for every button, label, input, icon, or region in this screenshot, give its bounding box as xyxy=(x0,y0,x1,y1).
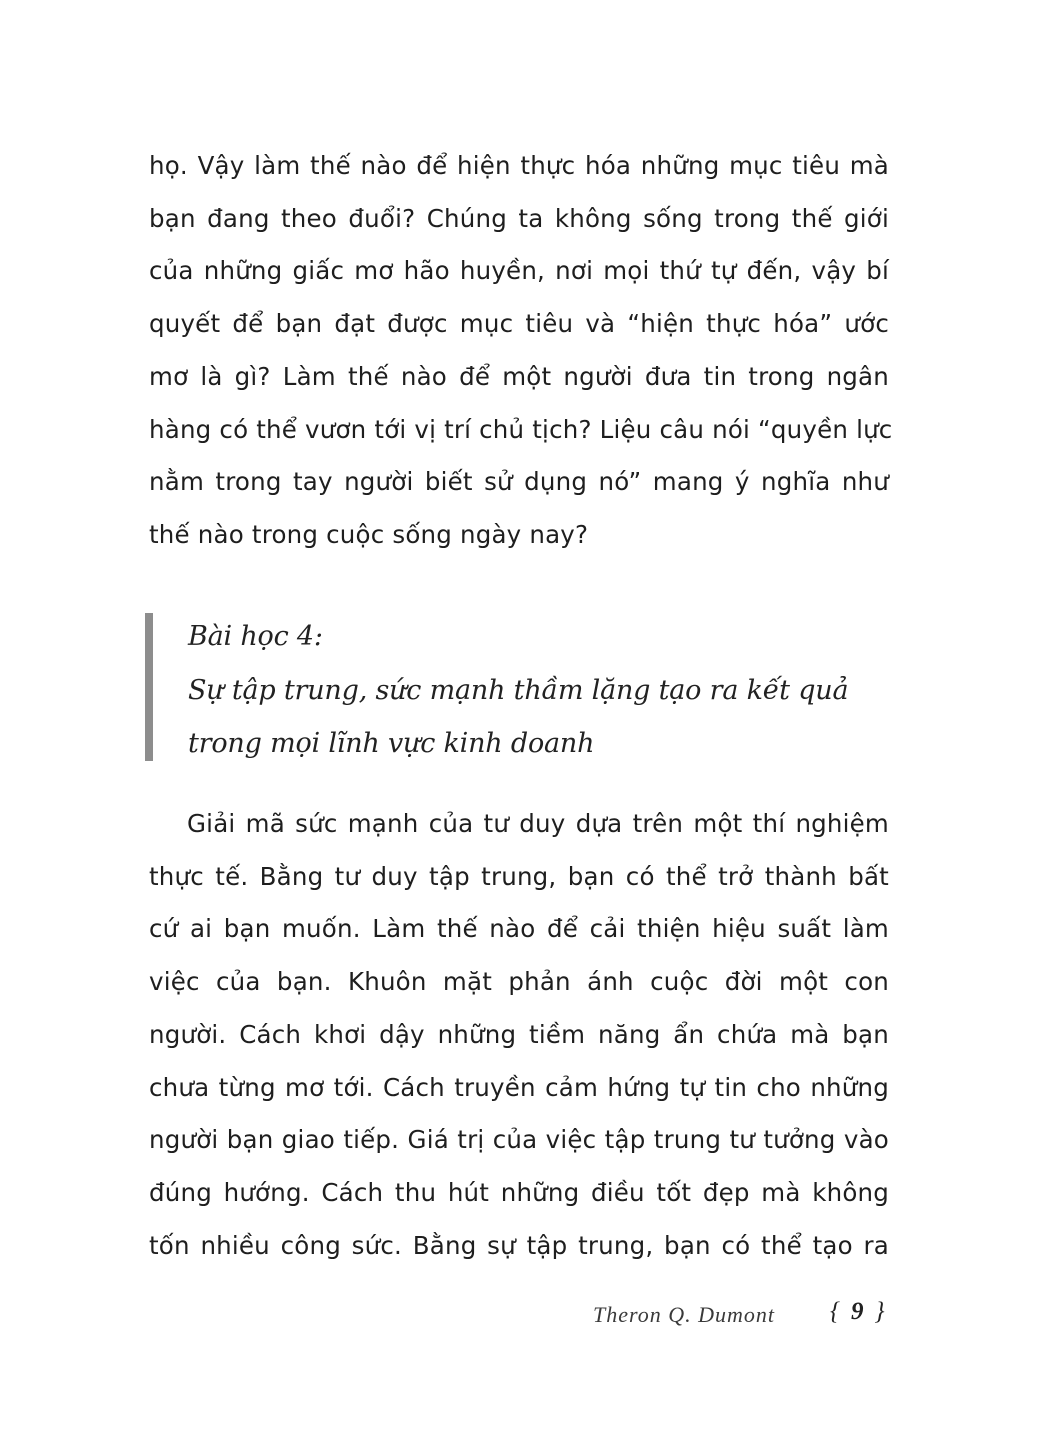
paragraph-line: bạn đang theo đuổi? Chúng ta không sống trong thế giới xyxy=(149,203,889,233)
paragraph-line: hàng có thể vươn tới vị trí chủ tịch? Liệu câu nói “quyền lực xyxy=(149,414,893,444)
paragraph-line: mơ là gì? Làm thế nào để một người đưa tin trong ngân xyxy=(149,361,889,391)
paragraph-line: việc của bạn. Khuôn mặt phản ánh cuộc đời một con xyxy=(149,967,889,997)
lesson-title-line: Sự tập trung, sức mạnh thầm lặng tạo ra kết quả xyxy=(188,674,849,706)
paragraph-line: của những giấc mơ hão huyền, nơi mọi thứ tự đến, vậy bí xyxy=(149,256,889,286)
paragraph-line: nằm trong tay người biết sử dụng nó” mang ý nghĩa như xyxy=(149,467,889,497)
body-paragraph-2 xyxy=(149,798,889,1272)
paragraph-line: tốn nhiều công sức. Bằng sự tập trung, bạn có thể tạo ra xyxy=(149,1230,889,1260)
paragraph-line: người. Cách khơi dậy những tiềm năng ẩn chứa mà bạn xyxy=(149,1019,889,1049)
paragraph-line: thực tế. Bằng tư duy tập trung, bạn có thể trở thành bất xyxy=(149,861,889,891)
paragraph-line: họ. Vậy làm thế nào để hiện thực hóa những mục tiêu mà xyxy=(149,151,889,180)
brace-open: { xyxy=(830,1298,840,1325)
footer-author: Theron Q. Dumont xyxy=(593,1302,776,1327)
lesson-accent-bar xyxy=(145,613,153,761)
paragraph-line: thế nào trong cuộc sống ngày nay? xyxy=(149,519,589,549)
paragraph-line: Giải mã sức mạnh của tư duy dựa trên một thí nghiệm xyxy=(187,809,889,838)
paragraph-line: đúng hướng. Cách thu hút những điều tốt đẹp mà không xyxy=(149,1177,889,1207)
lesson-title-line: trong mọi lĩnh vực kinh doanh xyxy=(188,728,595,759)
paragraph-line: cứ ai bạn muốn. Làm thế nào để cải thiện hiệu suất làm xyxy=(149,914,889,944)
paragraph-line: chưa từng mơ tới. Cách truyền cảm hứng tự tin cho những xyxy=(149,1072,889,1102)
page-number-value: 9 xyxy=(851,1298,864,1325)
page-footer xyxy=(0,1298,1048,1338)
brace-close: } xyxy=(874,1298,885,1325)
lesson-label: Bài học 4: xyxy=(188,621,323,652)
page-number xyxy=(830,1298,885,1326)
paragraph-line: quyết để bạn đạt được mục tiêu và “hiện thực hóa” ước xyxy=(149,309,889,339)
paragraph-line: người bạn giao tiếp. Giá trị của việc tập trung tư tưởng vào xyxy=(149,1125,889,1155)
lesson-heading xyxy=(188,610,908,771)
body-paragraph-1 xyxy=(149,140,893,562)
